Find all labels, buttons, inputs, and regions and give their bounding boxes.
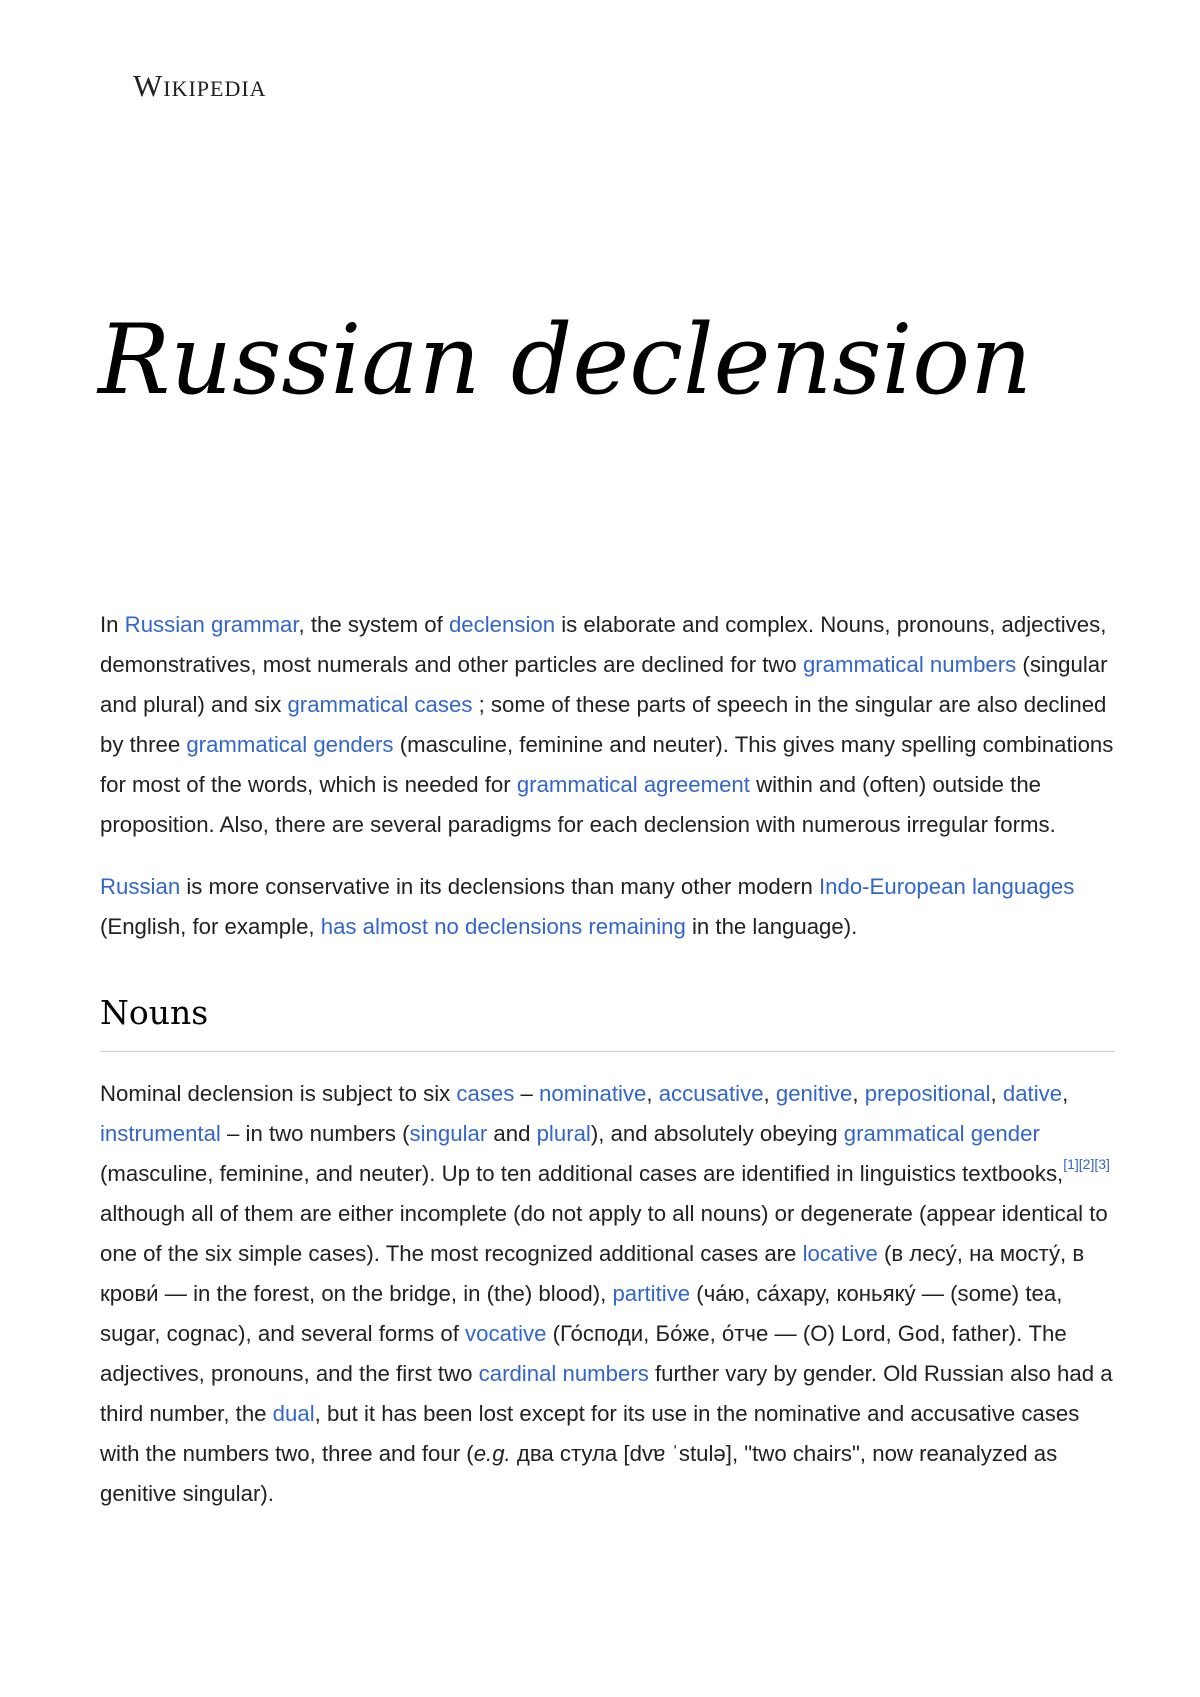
text: , (990, 1080, 1003, 1106)
link-grammatical-agreement[interactable]: grammatical agreement (516, 772, 750, 797)
page-title: Russian declension (98, 304, 1032, 416)
section-heading-nouns: Nouns (100, 993, 1115, 1052)
text: – in two numbers ( (220, 1120, 410, 1146)
text: In (100, 612, 125, 637)
link-grammatical-gender[interactable]: grammatical gender (843, 1120, 1040, 1146)
text: (ча́ю, са́хару, коньяку́ — (some) tea, sugar, cognac), and several forms of (100, 1280, 1063, 1346)
citation-3[interactable]: [3] (1094, 1155, 1110, 1172)
link-indo-european-languages[interactable]: Indo-European languages (818, 874, 1075, 899)
article-body (100, 605, 1115, 1536)
eg-abbrev: e.g. (473, 1440, 511, 1466)
link-nominative[interactable]: nominative (539, 1080, 647, 1106)
text: (в лесу́, на мосту́, в крови́ — in the forest, on the bridge, in (the) blood), (100, 1240, 1085, 1306)
intro-paragraph-2 (100, 867, 1115, 947)
nouns-paragraph (100, 1074, 1115, 1514)
text: further vary by gender. Old Russian also had a third number, the (100, 1360, 1113, 1426)
text: ), and absolutely obeying (590, 1120, 844, 1146)
text: , but it has been lost except for its use in the nominative and accusative cases with the numbers two, three and four ( (100, 1400, 1080, 1466)
link-dual[interactable]: dual (272, 1400, 315, 1426)
link-russian-grammar[interactable]: Russian grammar (124, 612, 299, 637)
text: is more conservative in its declensions than many other modern (180, 874, 819, 899)
text: , (646, 1080, 659, 1106)
link-instrumental[interactable]: instrumental (100, 1120, 221, 1146)
text: (singular and plural) and six (100, 652, 1108, 717)
link-accusative[interactable]: accusative (658, 1080, 764, 1106)
link-dative[interactable]: dative (1002, 1080, 1063, 1106)
link-cases[interactable]: cases (456, 1080, 515, 1106)
citation-2[interactable]: [2] (1078, 1155, 1095, 1172)
link-plural[interactable]: plural (536, 1120, 591, 1146)
text: , (1062, 1080, 1069, 1106)
text: (Го́споди, Бо́же, о́тче — (O) Lord, God, father). The adjectives, pronouns, and the first two (100, 1320, 1067, 1386)
text: (English, for example, (100, 914, 321, 939)
text: is elaborate and complex. Nouns, pronouns, adjectives, demonstratives, most numerals and other particles are declined for two (100, 612, 1107, 677)
link-genitive[interactable]: genitive (775, 1080, 853, 1106)
text: – (514, 1080, 540, 1106)
text: (masculine, feminine and neuter). This gives many spelling combinations for most of the words, which is needed for (100, 732, 1114, 797)
link-prepositional[interactable]: prepositional (864, 1080, 991, 1106)
link-declension[interactable]: declension (448, 612, 556, 637)
link-singular[interactable]: singular (409, 1120, 488, 1146)
text: within and (often) outside the proposition. Also, there are several paradigms for each declension with numerous irregular forms. (100, 772, 1056, 837)
text: Nominal declension is subject to six (100, 1080, 457, 1106)
text: , (763, 1080, 776, 1106)
wikipedia-logo[interactable]: Wikipedia (133, 68, 267, 103)
link-grammatical-cases[interactable]: grammatical cases (287, 692, 473, 717)
text: , the system of (298, 612, 449, 637)
link-russian[interactable]: Russian (100, 874, 181, 899)
text: два стула [dvɐ ˈstulə], "two chairs", now reanalyzed as genitive singular). (100, 1440, 1058, 1506)
citation-1[interactable]: [1] (1063, 1155, 1079, 1172)
text: and (487, 1120, 537, 1146)
link-locative[interactable]: locative (802, 1240, 878, 1266)
citation-refs (1063, 1156, 1110, 1172)
link-vocative[interactable]: vocative (465, 1320, 547, 1346)
text: , (852, 1080, 865, 1106)
text: (masculine, feminine, and neuter). Up to ten additional cases are identified in linguistics textbooks, (100, 1160, 1064, 1186)
text: although all of them are either incomplete (do not apply to all nouns) or degenerate (appear identical to one of the six simple cases). The most recognized additional cases are (100, 1200, 1108, 1266)
link-english-declensions[interactable]: has almost no declensions remaining (320, 914, 686, 939)
link-partitive[interactable]: partitive (612, 1280, 691, 1306)
text: in the language). (685, 914, 858, 939)
text: ; some of these parts of speech in the singular are also declined by three (100, 692, 1107, 757)
link-cardinal-numbers[interactable]: cardinal numbers (478, 1360, 649, 1386)
intro-paragraph-1 (100, 605, 1115, 845)
link-grammatical-numbers[interactable]: grammatical numbers (802, 652, 1017, 677)
link-grammatical-genders[interactable]: grammatical genders (186, 732, 394, 757)
